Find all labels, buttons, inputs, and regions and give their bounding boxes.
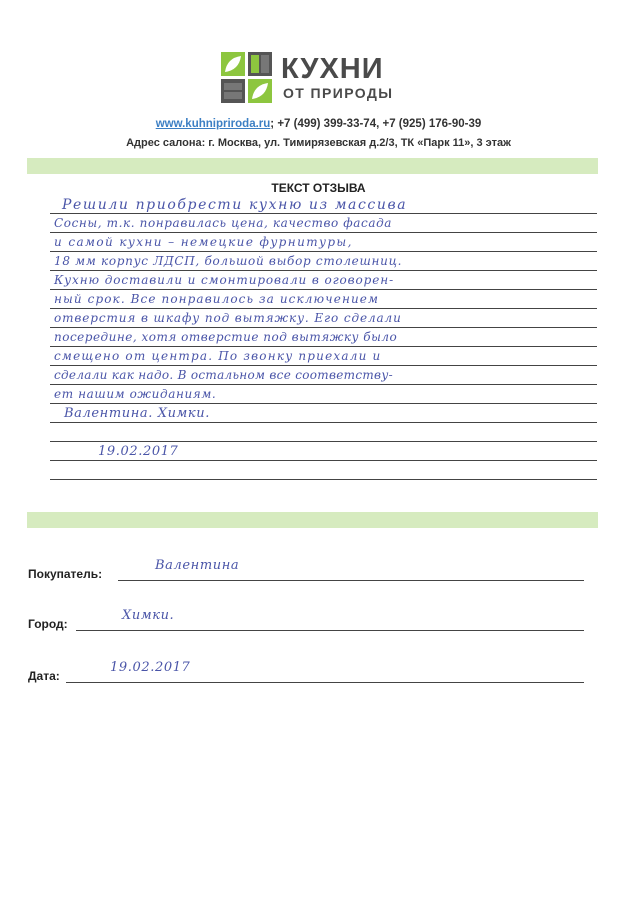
rule-line — [50, 346, 597, 347]
review-line: Кухню доставили и смонтировали в оговорен- — [54, 273, 395, 287]
rule-line — [50, 232, 597, 233]
rule-line — [50, 460, 597, 461]
date-label: Дата: — [28, 669, 60, 683]
buyer-line — [118, 580, 584, 581]
green-divider-top — [27, 158, 598, 174]
rule-line — [50, 308, 597, 309]
review-line: и самой кухни – немецкие фурнитуры, — [54, 235, 353, 249]
review-line: посередине, хотя отверстие под вытяжку было — [54, 330, 398, 344]
rule-line — [50, 327, 597, 328]
city-label: Город: — [28, 617, 68, 631]
rule-line — [50, 403, 597, 404]
city-value: Химки. — [122, 608, 175, 623]
review-signature: Валентина. Химки. — [64, 406, 210, 421]
buyer-value: Валентина — [155, 558, 240, 573]
review-line: отверстия в шкафу под вытяжку. Его сделали — [54, 311, 402, 325]
rule-line — [50, 270, 597, 271]
website-link[interactable]: www.kuhnipriroda.ru — [155, 118, 271, 130]
review-line: сделали как надо. В остальном все соответству- — [54, 368, 393, 382]
review-title: ТЕКСТ ОТЗЫВА — [271, 181, 366, 195]
review-line: смещено от центра. По звонку приехали и — [54, 349, 382, 363]
contacts-line — [0, 118, 637, 130]
review-line: Сосны, т.к. понравилась цена, качество фасада — [54, 216, 393, 230]
salon-address: Адрес салона: г. Москва, ул. Тимирязевская д.2/3, ТК «Парк 11», 3 этаж — [126, 137, 511, 149]
rule-line — [50, 213, 597, 214]
brand-logo — [221, 52, 411, 106]
rule-line — [50, 289, 597, 290]
buyer-label: Покупатель: — [28, 567, 103, 581]
date-value: 19.02.2017 — [110, 660, 191, 675]
review-line: Решили приобрести кухню из массива — [62, 197, 408, 213]
review-line: 18 мм корпус ЛДСП, большой выбор столешниц. — [54, 254, 403, 268]
rule-line — [50, 365, 597, 366]
rule-line — [50, 384, 597, 385]
leaf-and-kitchen-cabinet-icon — [221, 52, 275, 106]
brand-title: КУХНИ — [281, 53, 384, 85]
rule-line — [50, 251, 597, 252]
review-line: ный срок. Все понравилось за исключением — [54, 292, 380, 306]
review-line: ет нашим ожиданиям. — [54, 387, 217, 401]
rule-line — [50, 422, 597, 423]
rule-line — [50, 441, 597, 442]
brand-subtitle: ОТ ПРИРОДЫ — [283, 85, 394, 101]
date-line — [66, 682, 584, 683]
green-divider-bottom — [27, 512, 598, 528]
rule-line — [50, 479, 597, 480]
review-date: 19.02.2017 — [98, 444, 179, 459]
phone-numbers: ; +7 (499) 399-33-74, +7 (925) 176-90-39 — [270, 118, 482, 130]
city-line — [76, 630, 584, 631]
